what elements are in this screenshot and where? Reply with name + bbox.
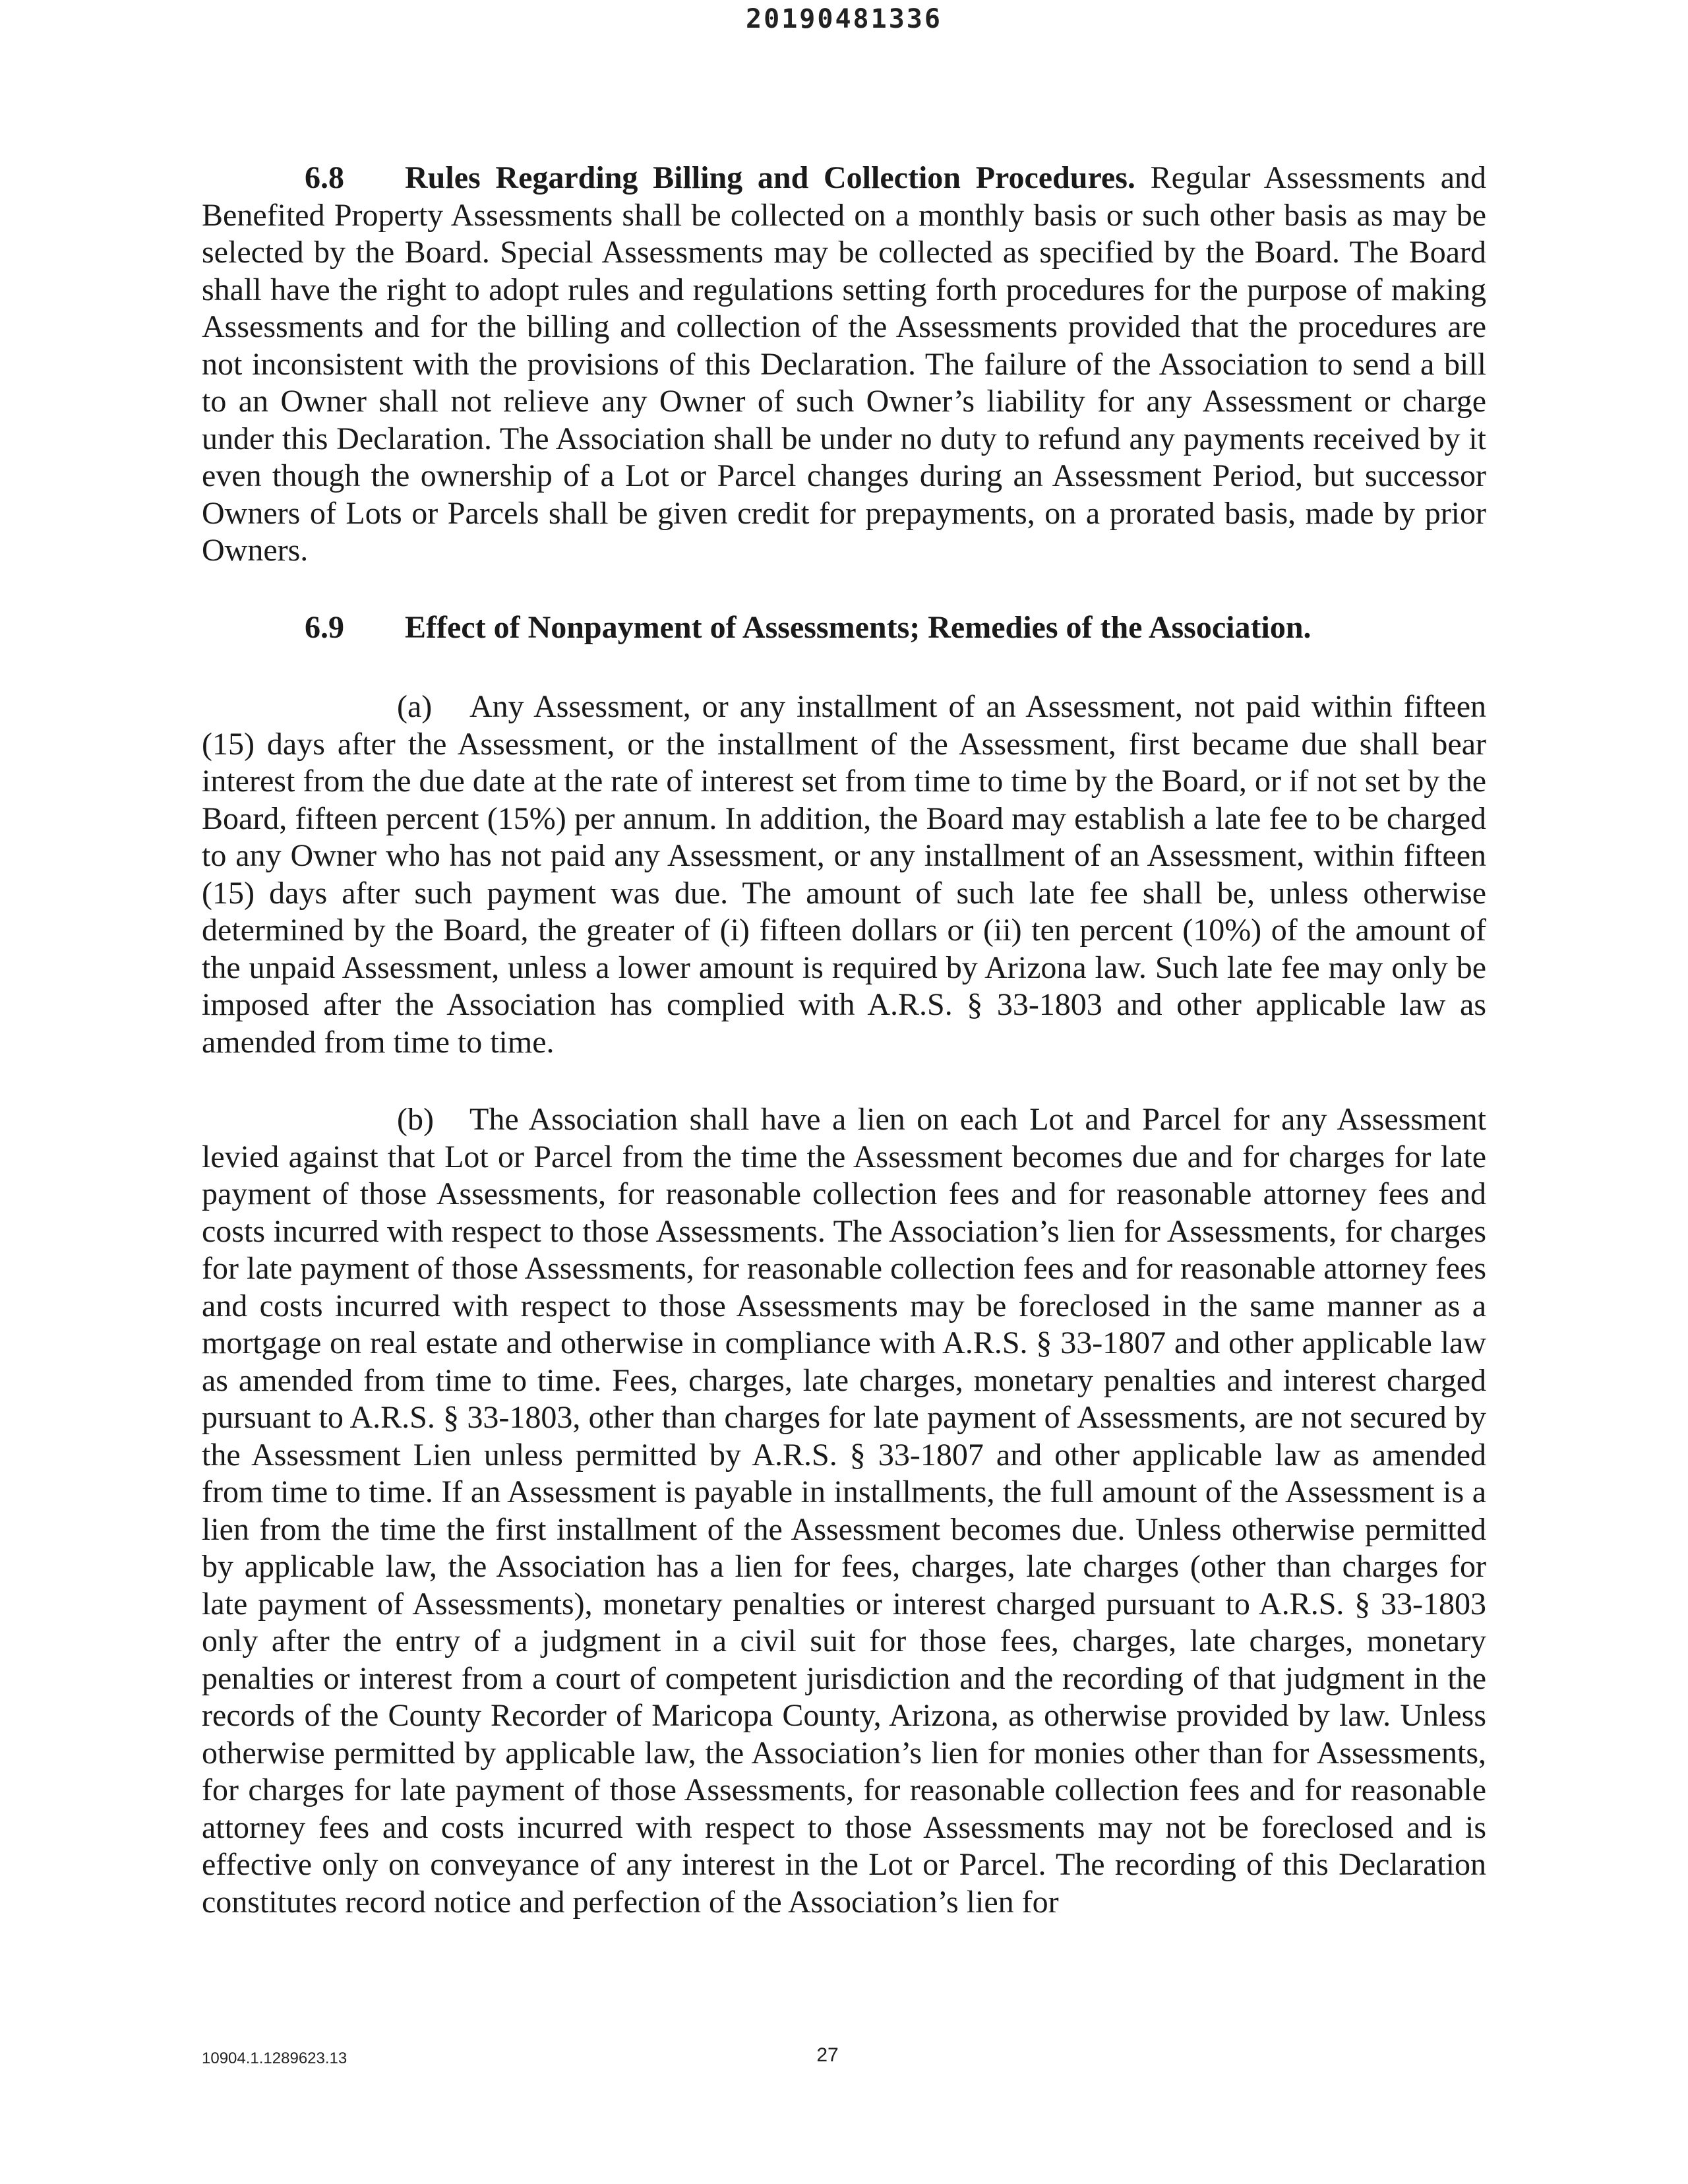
- section-body: Regular Assessments and Benefited Property Assessments shall be collected on a monthly basis or such other basis as may be selected by the Board. Special Assessments may be collected as specified by the Board. The Board shall have the right to adopt rules and regulations setting forth procedures for the purpose of making Assessments and for the billing and collection of the Assessments provided that the procedures are not inconsistent with the provisions of this Declaration. The failure of the Association to send a bill to an Owner shall not relieve any Owner of such Owner’s liability for any Assessment or charge under this Declaration. The Association shall be under no duty to refund any payments received by it even though the ownership of a Lot or Parcel changes during an Assessment Period, but successor Owners of Lots or Parcels shall be given credit for prepayments, on a prorated basis, made by prior Owners.: [202, 160, 1487, 568]
- subsection-a: [202, 688, 1486, 1061]
- section-6-8: [202, 160, 1486, 570]
- subsection-b: [202, 1101, 1486, 1921]
- section-title: Effect of Nonpayment of Assessments; Remedies of the Association.: [405, 610, 1311, 645]
- section-number: 6.8: [305, 160, 344, 195]
- subsection-label: (b): [397, 1102, 434, 1137]
- section-6-9-heading: [305, 609, 1311, 646]
- subsection-body: The Association shall have a lien on each Lot and Parcel for any Assessment levied against that Lot or Parcel from the time the Assessment becomes due and for charges for late payment of those Assessments, for reasonable collection fees and for reasonable attorney fees and costs incurred with respect to those Assessments. The Association’s lien for Assessments, for charges for late payment of those Assessments, for reasonable collection fees and for reasonable attorney fees and costs incurred with respect to those Assessments may be foreclosed in the same manner as a mortgage on real estate and otherwise in compliance with A.R.S. § 33-1807 and other applicable law as amended from time to time. Fees, charges, late charges, monetary penalties and interest charged pursuant to A.R.S. § 33-1803, other than charges for late payment of Assessments, are not secured by the Assessment Lien unless permitted by A.R.S. § 33-1807 and other applicable law as amended from time to time. If an Assessment is payable in installments, the full amount of the Assessment is a lien from the time the first installment of the Assessment becomes due. Unless otherwise permitted by applicable law, the Association has a lien for fees, charges, late charges (other than charges for late payment of Assessments), monetary penalties or interest charged pursuant to A.R.S. § 33-1803 only after the entry of a judgment in a civil suit for those fees, charges, late charges, monetary penalties or interest from a court of competent jurisdiction and the recording of that judgment in the records of the County Recorder of Maricopa County, Arizona, as otherwise provided by law. Unless otherwise permitted by applicable law, the Association’s lien for monies other than for Assessments, for charges for late payment of those Assessments, for reasonable collection fees and for reasonable attorney fees and costs incurred with respect to those Assessments may not be foreclosed and is effective only on conveyance of any interest in the Lot or Parcel. The recording of this Declaration constitutes record notice and perfection of the Association’s lien for: [202, 1102, 1486, 1920]
- subsection-label: (a): [397, 689, 433, 724]
- document-id: 10904.1.1289623.13: [202, 2049, 347, 2067]
- section-title: Rules Regarding Billing and Collection Procedures.: [405, 160, 1135, 195]
- recording-number: 20190481336: [746, 4, 942, 34]
- subsection-body: Any Assessment, or any installment of an Assessment, not paid within fifteen (15) days after the Assessment, or the installment of the Assessment, first became due shall bear interest from the due date at the rate of interest set from time to time by the Board, or if not set by the Board, fifteen percent (15%) per annum. In addition, the Board may establish a late fee to be charged to any Owner who has not paid any Assessment, or any installment of an Assessment, within fifteen (15) days after such payment was due. The amount of such late fee shall be, unless otherwise determined by the Board, the greater of (i) fifteen dollars or (ii) ten percent (10%) of the amount of the unpaid Assessment, unless a lower amount is required by Arizona law. Such late fee may only be imposed after the Association has complied with A.R.S. § 33-1803 and other applicable law as amended from time to time.: [202, 689, 1486, 1060]
- page-number: 27: [816, 2044, 839, 2066]
- section-number: 6.9: [305, 610, 344, 645]
